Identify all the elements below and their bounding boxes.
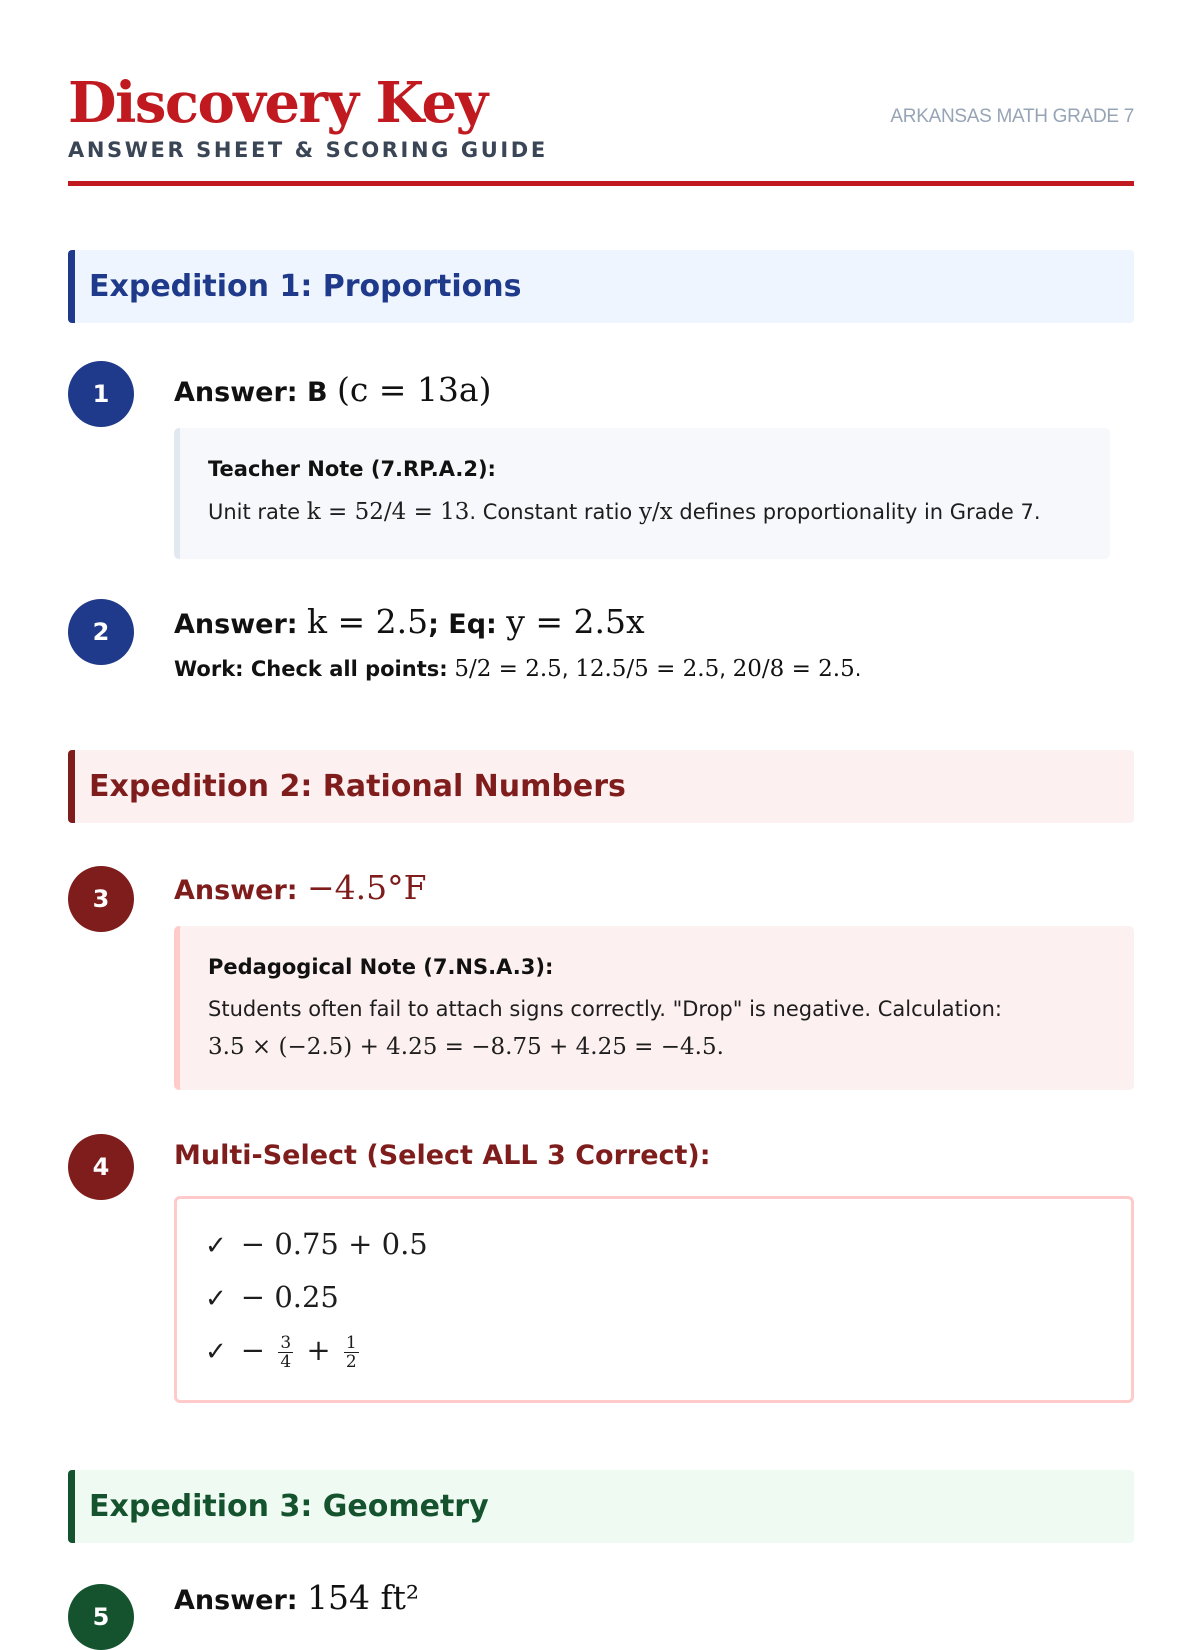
work-line: Work: Check all points: 5/2 = 2.5, 12.5/5 = 2.5, 20/8 = 2.5.	[174, 656, 862, 682]
note-title: Teacher Note (7.RP.A.2):	[208, 457, 496, 481]
work-math: 5/2 = 2.5	[454, 656, 562, 682]
header	[68, 70, 1134, 186]
page-title: Discovery Key	[68, 70, 487, 136]
work-math: 12.5/5 = 2.5	[575, 656, 720, 682]
fraction	[278, 1334, 293, 1371]
note-title: Pedagogical Note (7.NS.A.3):	[208, 955, 554, 979]
fraction-numerator: 3	[280, 1332, 292, 1353]
section-heading-rational-numbers: Expedition 2: Rational Numbers	[68, 750, 1134, 823]
multi-select-label: Multi-Select (Select ALL 3 Correct):	[174, 1140, 711, 1171]
section-heading-proportions: Expedition 1: Proportions	[68, 250, 1134, 323]
fraction-numerator: 1	[345, 1332, 357, 1353]
option-math: − 0.75 + 0.5	[240, 1227, 428, 1261]
answer-label: Answer:	[174, 875, 298, 906]
fraction-denominator: 4	[280, 1351, 292, 1372]
answer-math: (c = 13a)	[336, 370, 492, 409]
pedagogical-note	[174, 926, 1134, 1090]
note-text: Unit rate	[208, 500, 301, 524]
note-text: . Constant ratio	[469, 500, 633, 524]
note-math: y/x	[638, 499, 673, 525]
answer-line	[174, 368, 491, 415]
answer-separator: ; Eq:	[428, 609, 497, 640]
fraction-denominator: 2	[345, 1351, 357, 1372]
work-math: 20/8 = 2.5	[732, 656, 855, 682]
work-label: Work: Check all points:	[174, 657, 448, 681]
note-body	[208, 492, 1082, 532]
checkmark-icon: ✓	[205, 1231, 227, 1261]
answer-line	[174, 600, 645, 647]
answer-label: Answer:	[174, 1585, 298, 1616]
note-math: k = 52/4 = 13	[306, 499, 470, 525]
answer-line	[174, 1576, 419, 1623]
answer-key-page	[68, 0, 1134, 1631]
answer-label: Answer:	[174, 609, 298, 640]
question-number-badge: 1	[68, 361, 134, 427]
multi-select-answers	[174, 1196, 1134, 1403]
question-number-badge: 2	[68, 599, 134, 665]
answer-math: y = 2.5x	[506, 602, 645, 641]
grade-tag: ARKANSAS MATH GRADE 7	[890, 106, 1134, 127]
question-number-badge: 3	[68, 866, 134, 932]
note-text: defines proportionality in Grade 7.	[679, 500, 1041, 524]
note-text: Students often fail to attach signs correctly. "Drop" is negative. Calculation:	[208, 997, 1002, 1021]
teacher-note	[174, 428, 1110, 559]
answer-math: 154 ft²	[306, 1578, 420, 1617]
question-number-badge: 5	[68, 1584, 134, 1650]
option-operator: +	[306, 1333, 331, 1367]
list-item	[205, 1224, 428, 1264]
list-item	[205, 1277, 339, 1317]
note-math: 3.5 × (−2.5) + 4.25 = −8.75 + 4.25 = −4.5.	[208, 1034, 724, 1060]
answer-line	[174, 866, 427, 913]
checkmark-icon: ✓	[205, 1337, 227, 1367]
answer-math: −4.5°F	[306, 868, 427, 907]
section-heading-geometry: Expedition 3: Geometry	[68, 1470, 1134, 1543]
list-item	[205, 1330, 363, 1370]
page-subtitle: ANSWER SHEET & SCORING GUIDE	[68, 138, 548, 162]
note-body	[208, 990, 1106, 1066]
answer-math: k = 2.5	[306, 602, 429, 641]
question-number-badge: 4	[68, 1134, 134, 1200]
option-sign: −	[240, 1333, 266, 1367]
fraction	[344, 1334, 359, 1371]
option-math: − 0.25	[240, 1280, 339, 1314]
answer-label: Answer: B	[174, 377, 328, 408]
checkmark-icon: ✓	[205, 1284, 227, 1314]
